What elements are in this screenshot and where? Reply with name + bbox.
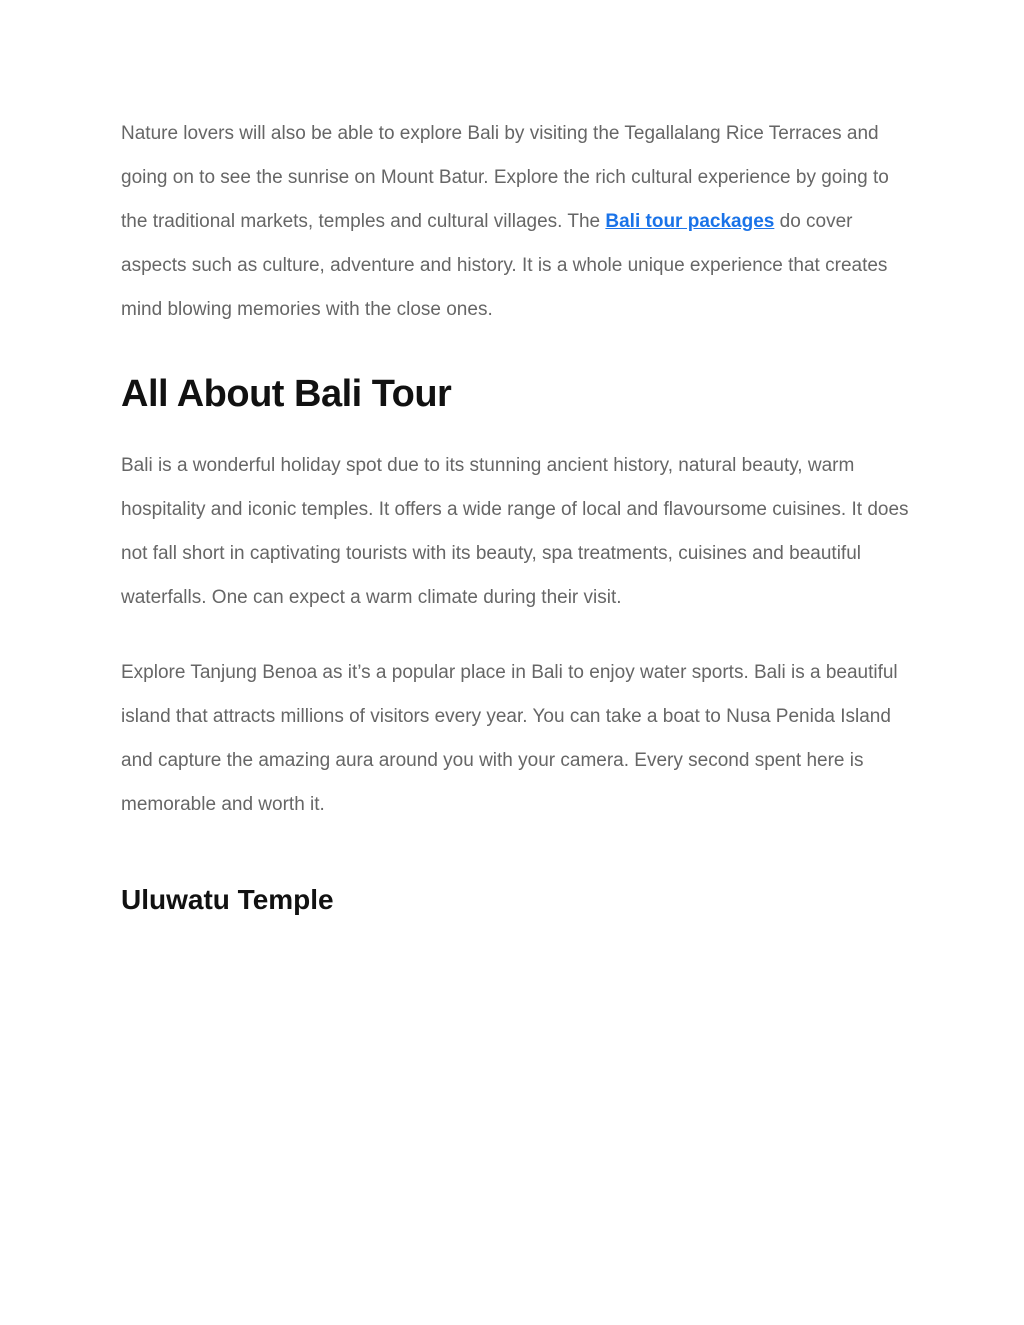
intro-paragraph — [121, 112, 911, 332]
intro-text-before-link: Nature lovers will also be able to explore Bali by visiting the Tegallalang Rice Terraces and going on to see the sunrise on Mount Batur. Explore the rich cultural experience by going to the traditional markets, temples and cultural villages. The — [121, 123, 889, 232]
section-heading-all-about-bali-tour: All About Bali Tour — [121, 373, 452, 415]
bali-tour-packages-link[interactable]: Bali tour packages — [605, 211, 775, 232]
about-bali-paragraph: Bali is a wonderful holiday spot due to its stunning ancient history, natural beauty, warm hospitality and iconic temples. It offers a wide range of local and flavoursome cuisines. It does not fall short in captivating tourists with its beauty, spa treatments, cuisines and beautiful waterfalls. One can expect a warm climate during their visit. — [121, 455, 909, 608]
section-heading-uluwatu-temple: Uluwatu Temple — [121, 884, 334, 915]
intro-text-after-link: do cover aspects such as culture, adventure and history. It is a whole unique experience that creates mind blowing memories with the close ones. — [121, 211, 888, 320]
tanjung-benoa-paragraph: Explore Tanjung Benoa as it’s a popular place in Bali to enjoy water sports. Bali is a beautiful island that attracts millions of visitors every year. You can take a boat to Nusa Penida Island and capture the amazing aura around you with your camera. Every second spent here is memorable and worth it. — [121, 662, 898, 815]
document-page — [121, 112, 911, 919]
